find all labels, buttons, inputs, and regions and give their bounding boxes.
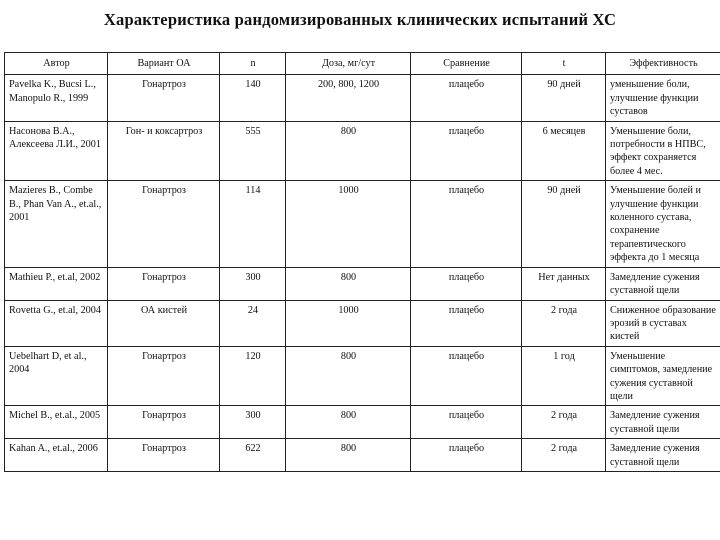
dose-cell: 1000 (286, 181, 411, 267)
header-row (5, 53, 720, 75)
author-cell: Michel B., et.al., 2005 (5, 406, 108, 439)
dose-cell: 800 (286, 406, 411, 439)
efficacy-cell: Уменьшение симптомов, замедление сужения суставной щели (606, 346, 720, 406)
comparison-cell: плацебо (411, 181, 522, 267)
efficacy-cell: Уменьшение боли, потребности в НПВС, эффект сохраняется более 4 мес. (606, 121, 720, 181)
duration-cell: 1 год (522, 346, 606, 406)
author-cell: Mazieres B., Combe B., Phan Van A., et.al., 2001 (5, 181, 108, 267)
variant-cell: ОА кистей (108, 300, 220, 346)
n-cell: 140 (220, 75, 286, 121)
author-cell: Pavelka K., Bucsi L., Manopulo R., 1999 (5, 75, 108, 121)
efficacy-cell: Замедление сужения суставной щели (606, 406, 720, 439)
column-header-efficacy: Эффективность (606, 53, 720, 75)
comparison-cell: плацебо (411, 300, 522, 346)
n-cell: 300 (220, 406, 286, 439)
n-cell: 555 (220, 121, 286, 181)
page-title: Характеристика рандомизированных клинических испытаний ХС (103, 10, 617, 29)
author-cell: Kahan A., et.al., 2006 (5, 439, 108, 472)
variant-cell: Гонартроз (108, 75, 220, 121)
table-row (5, 121, 720, 181)
table-row (5, 300, 720, 346)
variant-cell: Гонартроз (108, 181, 220, 267)
duration-cell: Нет данных (522, 267, 606, 300)
comparison-cell: плацебо (411, 75, 522, 121)
n-cell: 120 (220, 346, 286, 406)
comparison-cell: плацебо (411, 121, 522, 181)
comparison-cell: плацебо (411, 406, 522, 439)
dose-cell: 800 (286, 346, 411, 406)
n-cell: 622 (220, 439, 286, 472)
author-cell: Насонова В.А., Алексеева Л.И., 2001 (5, 121, 108, 181)
comparison-cell: плацебо (411, 439, 522, 472)
comparison-cell: плацебо (411, 267, 522, 300)
duration-cell: 90 дней (522, 181, 606, 267)
n-cell: 114 (220, 181, 286, 267)
table-row (5, 181, 720, 267)
column-header-author: Автор (5, 53, 108, 75)
column-header-comparison: Сравнение (411, 53, 522, 75)
column-header-duration: t (522, 53, 606, 75)
variant-cell: Гонартроз (108, 439, 220, 472)
column-header-n: n (220, 53, 286, 75)
efficacy-cell: уменьшение боли, улучшение функции суставов (606, 75, 720, 121)
trials-table (4, 52, 720, 472)
variant-cell: Гон- и коксартроз (108, 121, 220, 181)
variant-cell: Гонартроз (108, 267, 220, 300)
dose-cell: 800 (286, 267, 411, 300)
dose-cell: 200, 800, 1200 (286, 75, 411, 121)
duration-cell: 6 месяцев (522, 121, 606, 181)
table-row (5, 346, 720, 406)
n-cell: 24 (220, 300, 286, 346)
efficacy-cell: Сниженное образование эрозий в суставах кистей (606, 300, 720, 346)
dose-cell: 1000 (286, 300, 411, 346)
table-row (5, 75, 720, 121)
n-cell: 300 (220, 267, 286, 300)
comparison-cell: плацебо (411, 346, 522, 406)
efficacy-cell: Замедление сужения суставной щели (606, 439, 720, 472)
table-row (5, 267, 720, 300)
duration-cell: 2 года (522, 300, 606, 346)
variant-cell: Гонартроз (108, 346, 220, 406)
duration-cell: 2 года (522, 406, 606, 439)
author-cell: Rovetta G., et.al, 2004 (5, 300, 108, 346)
duration-cell: 90 дней (522, 75, 606, 121)
column-header-dose: Доза, мг/сут (286, 53, 411, 75)
table-row (5, 406, 720, 439)
efficacy-cell: Уменьшение болей и улучшение функции коленного сустава, сохранение терапевтического эффекта до 1 месяца (606, 181, 720, 267)
author-cell: Mathieu P., et.al, 2002 (5, 267, 108, 300)
dose-cell: 800 (286, 439, 411, 472)
efficacy-cell: Замедление сужения суставной щели (606, 267, 720, 300)
variant-cell: Гонартроз (108, 406, 220, 439)
table-row (5, 439, 720, 472)
dose-cell: 800 (286, 121, 411, 181)
author-cell: Uebelhart D, et al., 2004 (5, 346, 108, 406)
column-header-variant: Вариант ОА (108, 53, 220, 75)
duration-cell: 2 года (522, 439, 606, 472)
